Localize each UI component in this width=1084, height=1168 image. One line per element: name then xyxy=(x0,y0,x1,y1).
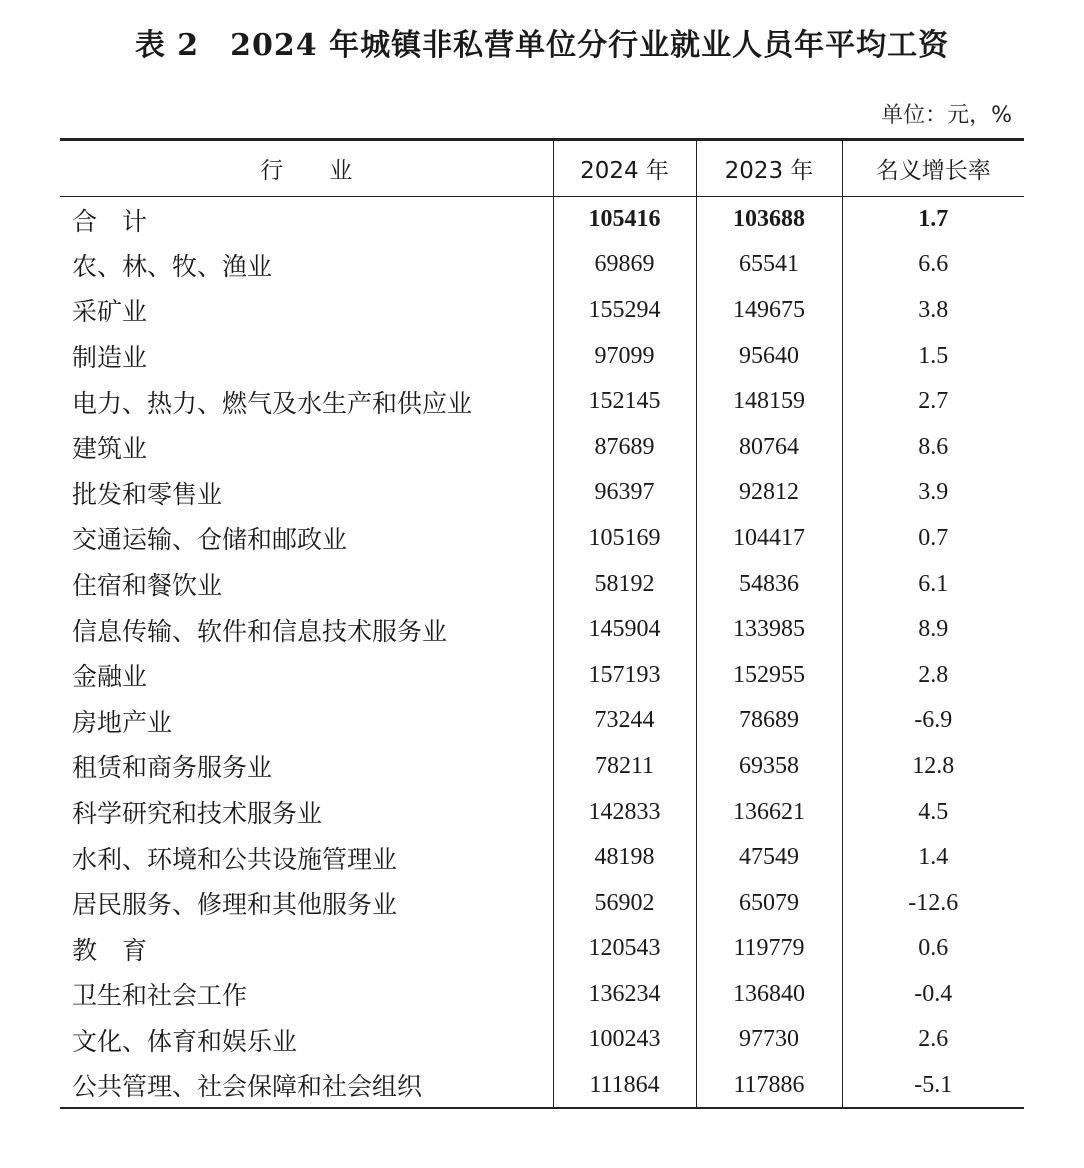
growth-rate-cell: 0.6 xyxy=(842,926,1024,972)
wage-2023-cell: 65541 xyxy=(696,242,842,288)
growth-rate-cell: -5.1 xyxy=(842,1063,1024,1109)
table-row xyxy=(60,470,1024,516)
table-row xyxy=(60,698,1024,744)
wage-2024-cell: 111864 xyxy=(553,1063,696,1109)
growth-rate-cell: 8.6 xyxy=(842,424,1024,470)
industry-name-cell: 采矿业 xyxy=(72,297,148,327)
header-growth: 名义增长率 xyxy=(842,140,1024,197)
table-row xyxy=(60,789,1024,835)
header-2023: 2023 年 xyxy=(696,140,842,197)
industry-name-cell: 水利、环境和公共设施管理业 xyxy=(72,844,398,874)
table-row xyxy=(60,972,1024,1018)
wage-2024-cell: 105169 xyxy=(553,516,696,562)
growth-rate-cell: -12.6 xyxy=(842,880,1024,926)
growth-rate-cell: -0.4 xyxy=(842,972,1024,1018)
wage-2023-cell: 80764 xyxy=(696,424,842,470)
growth-rate-cell: 0.7 xyxy=(842,516,1024,562)
wage-2023-cell: 78689 xyxy=(696,698,842,744)
growth-rate-cell: 1.5 xyxy=(842,333,1024,379)
table-row xyxy=(60,926,1024,972)
table-body xyxy=(60,197,1024,1109)
wage-2023-cell: 117886 xyxy=(696,1063,842,1109)
growth-rate-cell: 2.8 xyxy=(842,652,1024,698)
industry-name-cell: 公共管理、社会保障和社会组织 xyxy=(60,1063,553,1109)
wage-2024-cell: 145904 xyxy=(553,607,696,653)
industry-name-cell: 农、林、牧、渔业 xyxy=(72,251,273,281)
wage-2023-cell: 65079 xyxy=(696,880,842,926)
growth-rate-cell: 6.1 xyxy=(842,561,1024,607)
table-row xyxy=(60,516,1024,562)
wage-2024-cell: 78211 xyxy=(553,744,696,790)
wage-2023-cell: 92812 xyxy=(696,470,842,516)
industry-name-cell: 金融业 xyxy=(72,662,148,692)
growth-rate-cell: 2.7 xyxy=(842,379,1024,425)
industry-name-cell: 科学研究和技术服务业 xyxy=(72,799,323,829)
growth-rate-cell: 12.8 xyxy=(842,744,1024,790)
wage-2023-cell: 152955 xyxy=(696,652,842,698)
wage-table-container xyxy=(60,138,1024,1109)
wage-2023-cell: 97730 xyxy=(696,1017,842,1063)
wage-2024-cell: 100243 xyxy=(553,1017,696,1063)
wage-2024-cell: 96397 xyxy=(553,470,696,516)
wage-2024-cell: 105416 xyxy=(553,197,696,243)
wage-2024-cell: 58192 xyxy=(553,561,696,607)
growth-rate-cell: 3.8 xyxy=(842,288,1024,334)
table-title: 表 2 2024 年城镇非私营单位分行业就业人员年平均工资 xyxy=(134,28,950,63)
table-row xyxy=(60,333,1024,379)
growth-rate-cell: 2.6 xyxy=(842,1017,1024,1063)
growth-rate-cell: 8.9 xyxy=(842,607,1024,653)
industry-name-cell: 房地产业 xyxy=(72,707,173,737)
industry-name-cell: 居民服务、修理和其他服务业 xyxy=(72,890,398,920)
wage-2024-cell: 142833 xyxy=(553,789,696,835)
wage-2024-cell: 87689 xyxy=(553,424,696,470)
wage-2023-cell: 69358 xyxy=(696,744,842,790)
table-row xyxy=(60,1063,1024,1109)
industry-name-cell: 教 育 xyxy=(72,935,148,965)
industry-name-cell: 批发和零售业 xyxy=(72,479,223,509)
wage-2023-cell: 119779 xyxy=(696,926,842,972)
growth-rate-cell: 1.7 xyxy=(842,197,1024,243)
growth-rate-cell: 1.4 xyxy=(842,835,1024,881)
wage-table xyxy=(60,138,1024,1109)
wage-2023-cell: 149675 xyxy=(696,288,842,334)
table-row xyxy=(60,561,1024,607)
wage-2023-cell: 136840 xyxy=(696,972,842,1018)
industry-name-cell: 制造业 xyxy=(72,343,148,373)
table-row xyxy=(60,652,1024,698)
table-row xyxy=(60,288,1024,334)
wage-2023-cell: 95640 xyxy=(696,333,842,379)
total-row xyxy=(60,197,1024,243)
industry-name-cell: 电力、热力、燃气及水生产和供应业 xyxy=(72,388,473,418)
industry-name-cell: 交通运输、仓储和邮政业 xyxy=(72,525,348,555)
industry-name-cell: 住宿和餐饮业 xyxy=(72,571,223,601)
growth-rate-cell: 3.9 xyxy=(842,470,1024,516)
table-row xyxy=(60,880,1024,926)
header-industry: 行 业 xyxy=(60,140,553,197)
wage-2023-cell: 47549 xyxy=(696,835,842,881)
industry-name-cell: 卫生和社会工作 xyxy=(72,981,248,1011)
growth-rate-cell: 6.6 xyxy=(842,242,1024,288)
header-2024: 2024 年 xyxy=(553,140,696,197)
unit-label: 单位：元，% xyxy=(881,103,1012,128)
industry-name-cell: 信息传输、软件和信息技术服务业 xyxy=(72,616,448,646)
wage-2024-cell: 48198 xyxy=(553,835,696,881)
wage-2023-cell: 104417 xyxy=(696,516,842,562)
table-header xyxy=(60,140,1024,197)
wage-2023-cell: 103688 xyxy=(696,197,842,243)
wage-2023-cell: 148159 xyxy=(696,379,842,425)
table-row xyxy=(60,607,1024,653)
wage-2024-cell: 136234 xyxy=(553,972,696,1018)
table-row xyxy=(60,1017,1024,1063)
industry-name-cell: 租赁和商务服务业 xyxy=(72,753,273,783)
growth-rate-cell: 4.5 xyxy=(842,789,1024,835)
table-row xyxy=(60,424,1024,470)
wage-2024-cell: 73244 xyxy=(553,698,696,744)
wage-2023-cell: 54836 xyxy=(696,561,842,607)
wage-2023-cell: 133985 xyxy=(696,607,842,653)
wage-2024-cell: 155294 xyxy=(553,288,696,334)
industry-name-cell: 文化、体育和娱乐业 xyxy=(72,1026,298,1056)
wage-2024-cell: 152145 xyxy=(553,379,696,425)
growth-rate-cell: -6.9 xyxy=(842,698,1024,744)
wage-2024-cell: 56902 xyxy=(553,880,696,926)
wage-2024-cell: 69869 xyxy=(553,242,696,288)
wage-2024-cell: 157193 xyxy=(553,652,696,698)
industry-name-cell: 合 计 xyxy=(72,206,148,236)
table-row xyxy=(60,379,1024,425)
industry-name-cell: 建筑业 xyxy=(72,434,148,464)
table-row xyxy=(60,744,1024,790)
wage-2024-cell: 120543 xyxy=(553,926,696,972)
wage-2023-cell: 136621 xyxy=(696,789,842,835)
table-row xyxy=(60,242,1024,288)
wage-2024-cell: 97099 xyxy=(553,333,696,379)
table-row xyxy=(60,835,1024,881)
header-row xyxy=(60,140,1024,197)
